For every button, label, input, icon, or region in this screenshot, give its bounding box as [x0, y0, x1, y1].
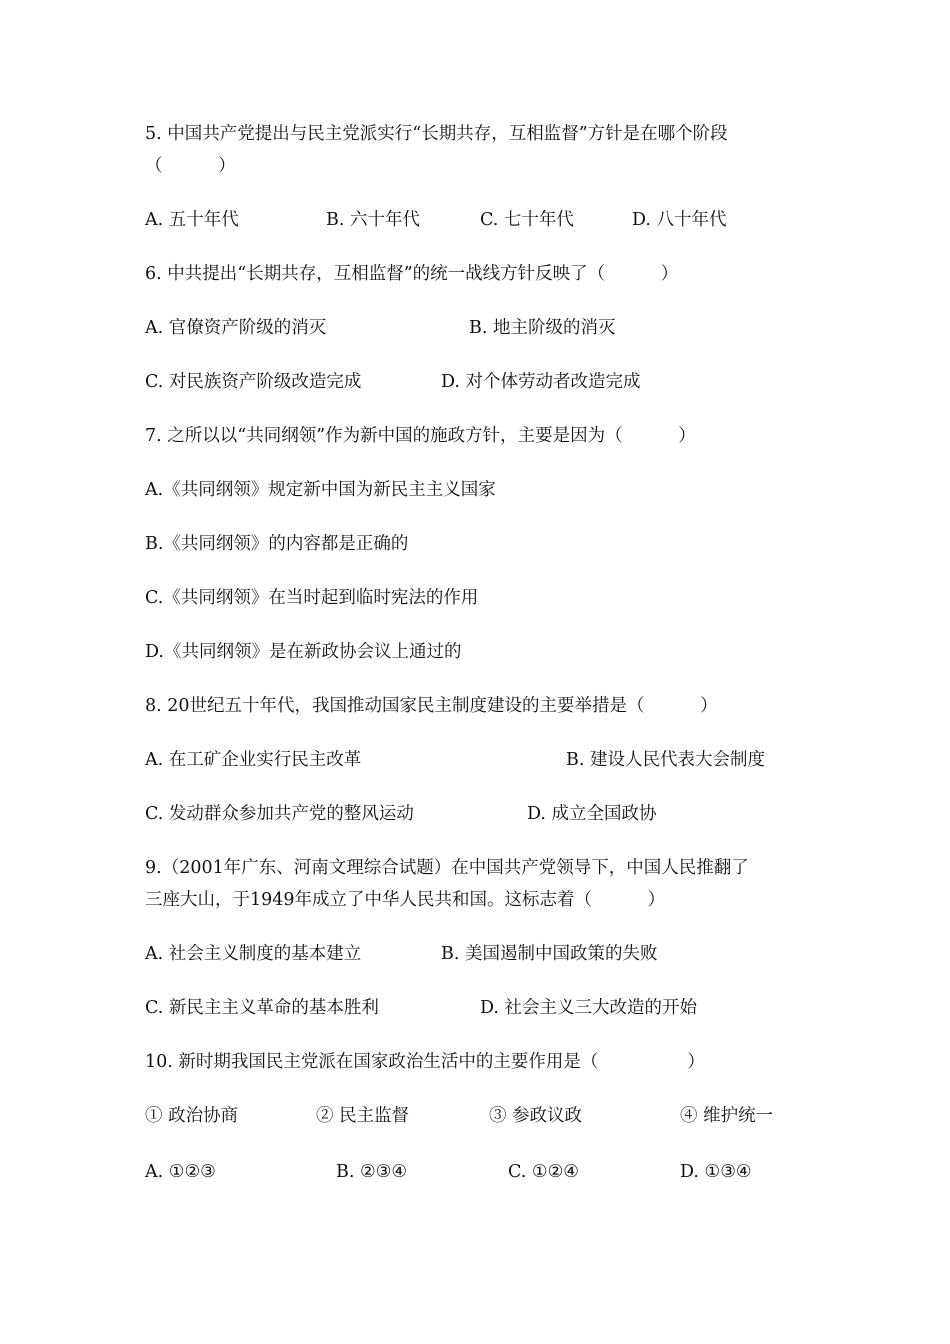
q8-stem: 8. 20世纪五十年代，我国推动国家民主制度建设的主要举措是（ ）: [145, 696, 718, 716]
q10-item-4: ④ 维护统一: [680, 1106, 774, 1126]
q5-option-c: C. 七十年代: [480, 210, 574, 230]
q10-option-b: B. ②③④: [336, 1162, 408, 1182]
q6-option-b: B. 地主阶级的消灭: [469, 318, 616, 338]
q10-option-a: A. ①②③: [145, 1162, 216, 1182]
q8-option-a: A. 在工矿企业实行民主改革: [145, 750, 362, 770]
q7-option-a: A.《共同纲领》规定新中国为新民主主义国家: [145, 480, 496, 500]
q9-option-b: B. 美国遏制中国政策的失败: [441, 944, 658, 964]
q5-stem-line1: 5. 中国共产党提出与民主党派实行“长期共存，互相监督”方针是在哪个阶段: [145, 124, 728, 144]
q10-item-2: ② 民主监督: [316, 1106, 410, 1126]
q5-option-b: B. 六十年代: [326, 210, 420, 230]
q9-option-d: D. 社会主义三大改造的开始: [480, 998, 698, 1018]
q10-option-d: D. ①③④: [680, 1162, 752, 1182]
q10-option-c: C. ①②④: [508, 1162, 579, 1182]
q9-option-a: A. 社会主义制度的基本建立: [145, 944, 362, 964]
q7-option-d: D.《共同纲领》是在新政协会议上通过的: [145, 642, 462, 662]
q7-option-c: C.《共同纲领》在当时起到临时宪法的作用: [145, 588, 479, 608]
q8-option-c: C. 发动群众参加共产党的整风运动: [145, 804, 414, 824]
q6-option-c: C. 对民族资产阶级改造完成: [145, 372, 362, 392]
q10-stem: 10. 新时期我国民主党派在国家政治生活中的主要作用是（ ）: [145, 1052, 705, 1072]
q8-option-b: B. 建设人民代表大会制度: [566, 750, 765, 770]
q10-item-1: ① 政治协商: [145, 1106, 239, 1126]
q9-stem-line1: 9.（2001年广东、河南文理综合试题）在中国共产党领导下，中国人民推翻了: [145, 858, 749, 878]
q8-option-d: D. 成立全国政协: [527, 804, 657, 824]
q6-option-a: A. 官僚资产阶级的消灭: [145, 318, 327, 338]
q6-option-d: D. 对个体劳动者改造完成: [441, 372, 641, 392]
q9-stem-line2: 三座大山，于1949年成立了中华人民共和国。这标志着（ ）: [145, 890, 666, 910]
q5-option-d: D. 八十年代: [632, 210, 727, 230]
q10-item-3: ③ 参政议政: [489, 1106, 583, 1126]
q7-stem: 7. 之所以以“共同纲领”作为新中国的施政方针，主要是因为（ ）: [145, 426, 696, 446]
q5-stem-line2: （ ）: [145, 156, 236, 176]
q7-option-b: B.《共同纲领》的内容都是正确的: [145, 534, 409, 554]
q5-option-a: A. 五十年代: [145, 210, 239, 230]
q9-option-c: C. 新民主主义革命的基本胜利: [145, 998, 379, 1018]
q6-stem: 6. 中共提出“长期共存，互相监督”的统一战线方针反映了（ ）: [145, 264, 679, 284]
